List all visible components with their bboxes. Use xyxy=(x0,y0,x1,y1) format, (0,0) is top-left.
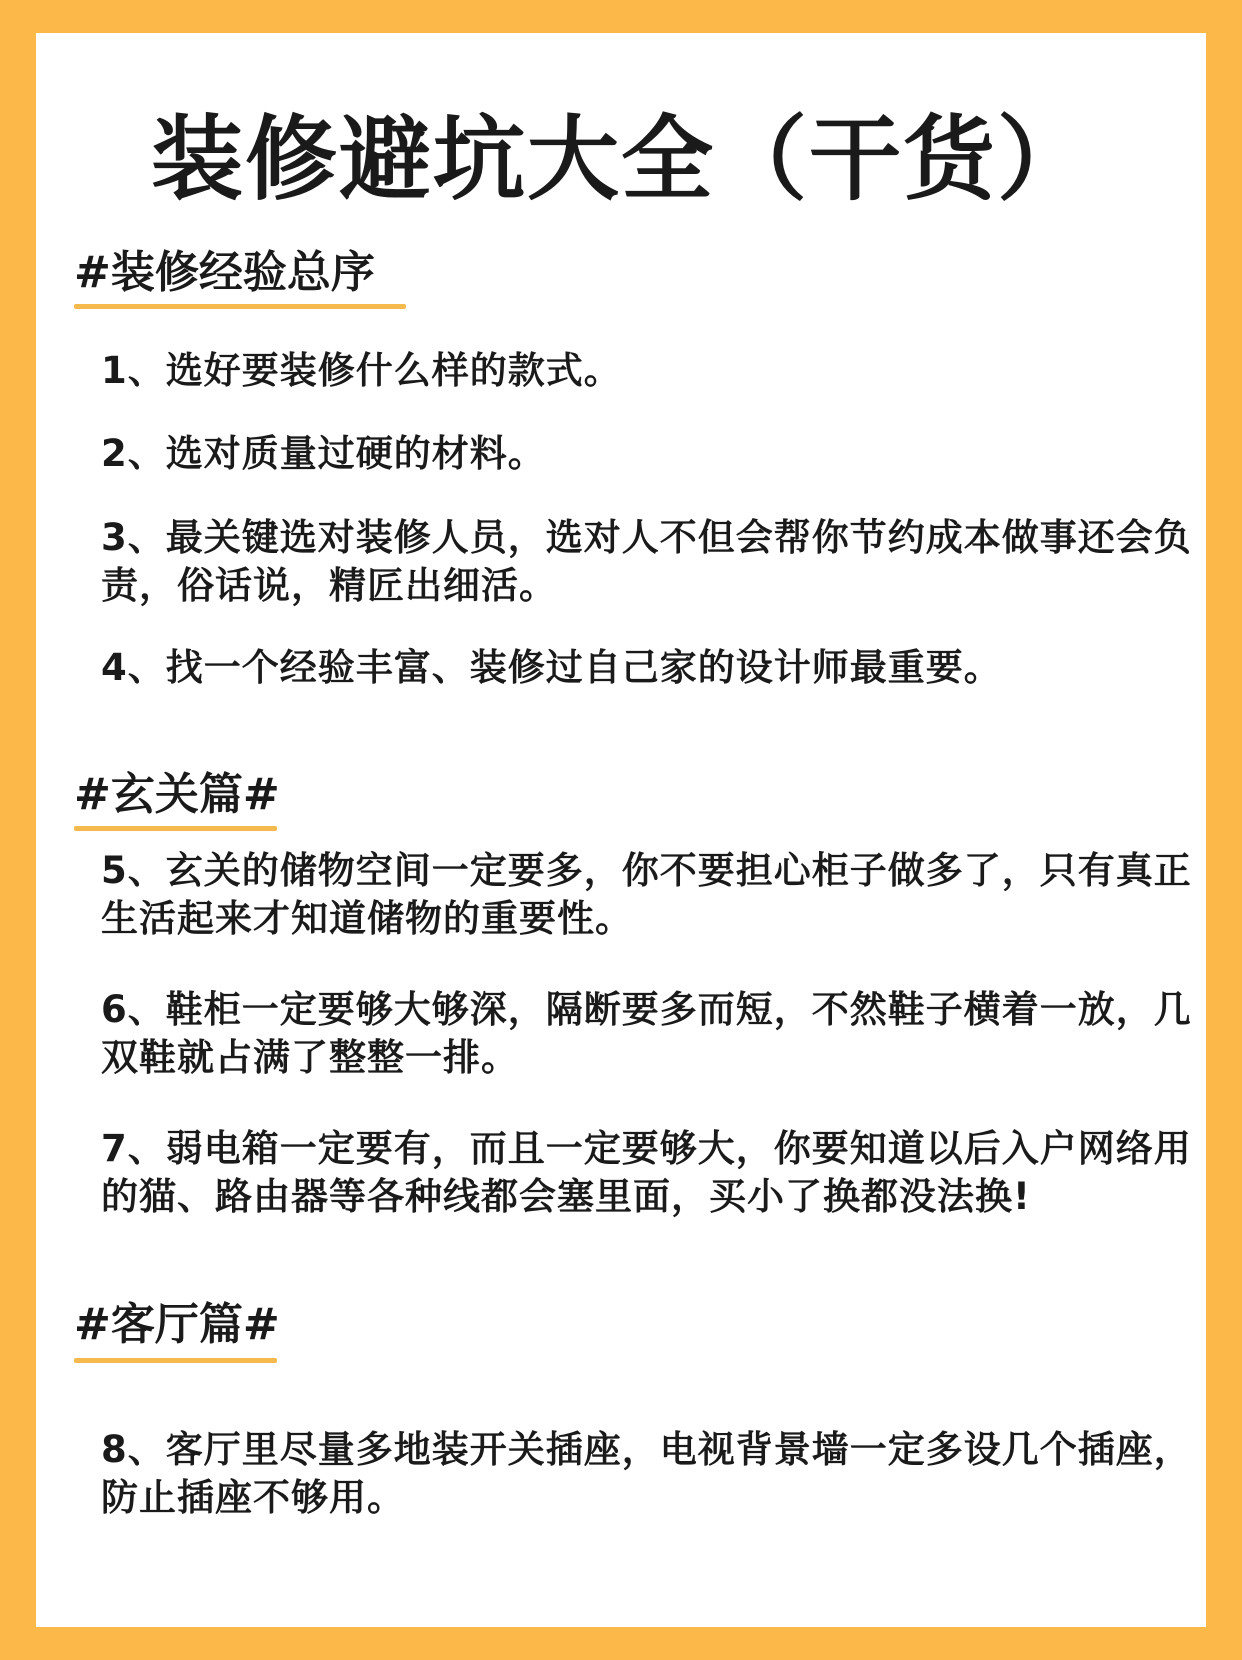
section-heading-entryway: #玄关篇# xyxy=(74,769,280,820)
section-underline xyxy=(74,304,406,309)
page-title: 装修避坑大全（干货） xyxy=(150,106,1091,213)
section-underline xyxy=(74,826,277,831)
list-item: 4、找一个经验丰富、装修过自己家的设计师最重要。 xyxy=(101,646,1002,689)
list-item: 1、选好要装修什么样的款式。 xyxy=(101,349,622,392)
list-item: 6、鞋柜一定要够大够深，隔断要多而短，不然鞋子横着一放，几双鞋就占满了整整一排。 xyxy=(101,988,1192,1079)
section-heading-experience: #装修经验总序 xyxy=(74,247,375,298)
list-item: 5、玄关的储物空间一定要多，你不要担心柜子做多了，只有真正生活起来才知道储物的重要性。 xyxy=(101,849,1192,940)
list-item: 7、弱电箱一定要有，而且一定要够大，你要知道以后入户网络用的猫、路由器等各种线都会塞里面，买小了换都没法换! xyxy=(101,1127,1192,1218)
content-card xyxy=(36,33,1206,1627)
section-heading-living-room: #客厅篇# xyxy=(74,1299,280,1350)
list-item: 8、客厅里尽量多地装开关插座，电视背景墙一定多设几个插座，防止插座不够用。 xyxy=(101,1428,1192,1519)
list-item: 2、选对质量过硬的材料。 xyxy=(101,432,546,475)
list-item: 3、最关键选对装修人员，选对人不但会帮你节约成本做事还会负责，俗话说，精匠出细活。 xyxy=(101,516,1192,607)
section-underline xyxy=(74,1358,277,1363)
